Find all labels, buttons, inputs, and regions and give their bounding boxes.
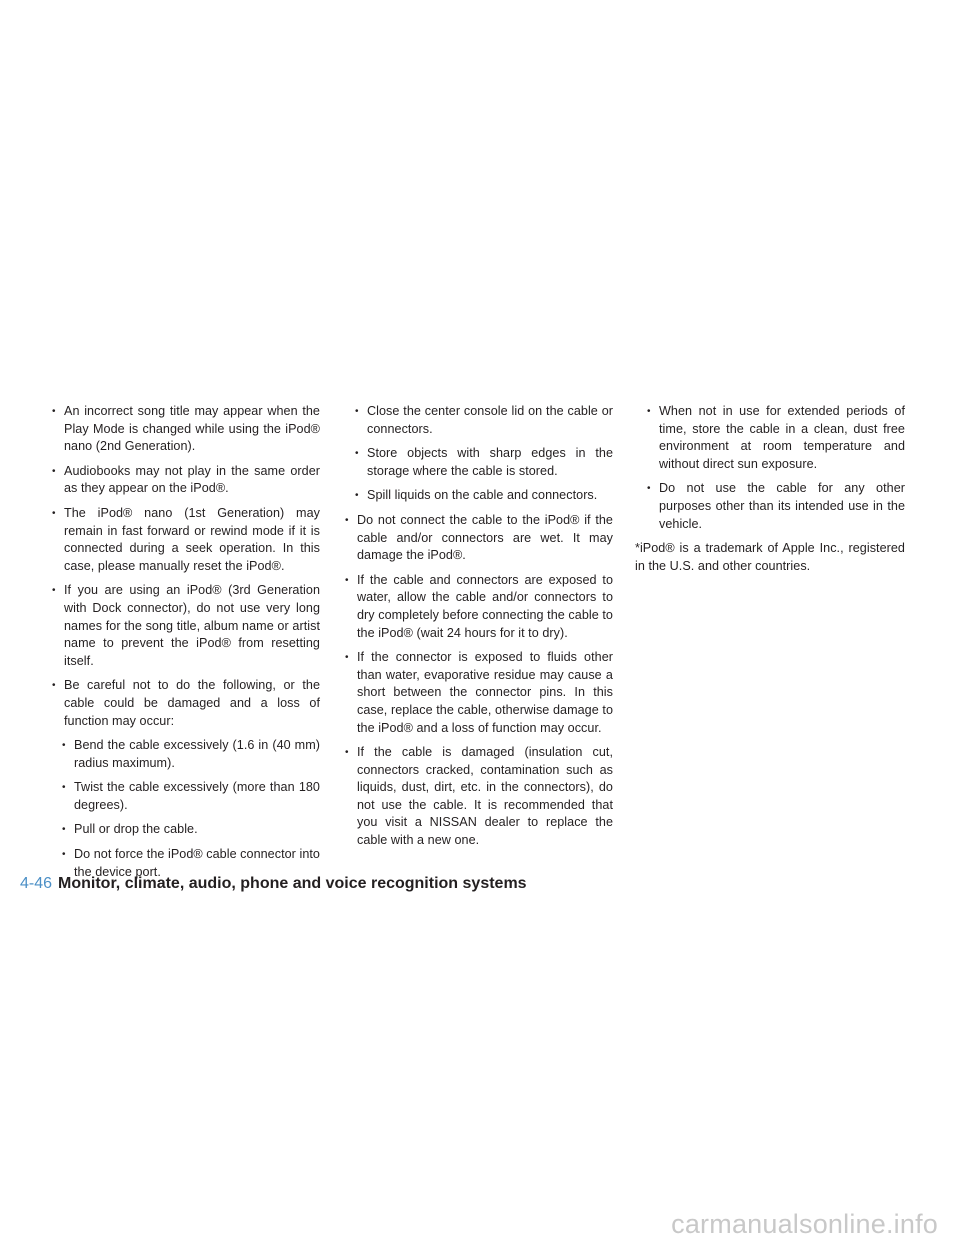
text-column-3 [635, 403, 905, 582]
bullet-item: • If you are using an iPod® (3rd Generation with Dock connector), do not use very long names for the song title, album name or artist name to prevent the iPod® from resetting itself. [50, 582, 320, 670]
bullet-item: • The iPod® nano (1st Generation) may remain in fast forward or rewind mode if it is connected during a seek operation. In this case, please manually reset the iPod®. [50, 505, 320, 575]
bullet-item: • Be careful not to do the following, or the cable could be damaged and a loss of function may occur: [50, 677, 320, 730]
bullet-item: • An incorrect song title may appear when the Play Mode is changed while using the iPod® nano (2nd Generation). [50, 403, 320, 456]
sub-bullet-item: • Do not use the cable for any other purposes other than its intended use in the vehicle. [635, 480, 905, 533]
bullet-item: • Audiobooks may not play in the same order as they appear on the iPod®. [50, 463, 320, 498]
sub-bullet-item: • Store objects with sharp edges in the storage where the cable is stored. [343, 445, 613, 480]
bullet-item: • If the cable and connectors are exposed to water, allow the cable and/or connectors to dry completely before connecting the cable to the iPod® (wait 24 hours for it to dry). [343, 572, 613, 642]
page-footer [20, 873, 527, 895]
bullet-item: • Do not connect the cable to the iPod® if the cable and/or connectors are wet. It may damage the iPod®. [343, 512, 613, 565]
sub-bullet-item: • Bend the cable excessively (1.6 in (40 mm) radius maximum). [50, 737, 320, 772]
text-column-1 [50, 403, 320, 888]
sub-bullet-item: • Do not force the iPod® cable connector into the device port. [50, 846, 320, 881]
page-number: 4-46 [20, 875, 53, 892]
sub-bullet-item: • Close the center console lid on the cable or connectors. [343, 403, 613, 438]
paragraph: *iPod® is a trademark of Apple Inc., registered in the U.S. and other countries. [635, 541, 905, 573]
sub-bullet-item: • Pull or drop the cable. [50, 821, 320, 839]
section-title: Monitor, climate, audio, phone and voice recognition systems [58, 875, 527, 892]
watermark: carmanualsonline.info [671, 1209, 938, 1239]
bullet-item: • If the cable is damaged (insulation cut, connectors cracked, contamination such as liquids, dust, dirt, etc. in the connectors), do not use the cable. It is recommended that you visit a NISSAN dealer to replace the cable with a new one. [343, 744, 613, 850]
sub-bullet-item: • Spill liquids on the cable and connectors. [343, 487, 613, 505]
bullet-item: • If the connector is exposed to fluids other than water, evaporative residue may cause a short between the connector pins. In this case, replace the cable, otherwise damage to the iPod® and a loss of function may occur. [343, 649, 613, 737]
sub-bullet-item: • When not in use for extended periods of time, store the cable in a clean, dust free environment at room temperature and without direct sun exposure. [635, 403, 905, 473]
text-column-2 [343, 403, 613, 857]
sub-bullet-item: • Twist the cable excessively (more than 180 degrees). [50, 779, 320, 814]
